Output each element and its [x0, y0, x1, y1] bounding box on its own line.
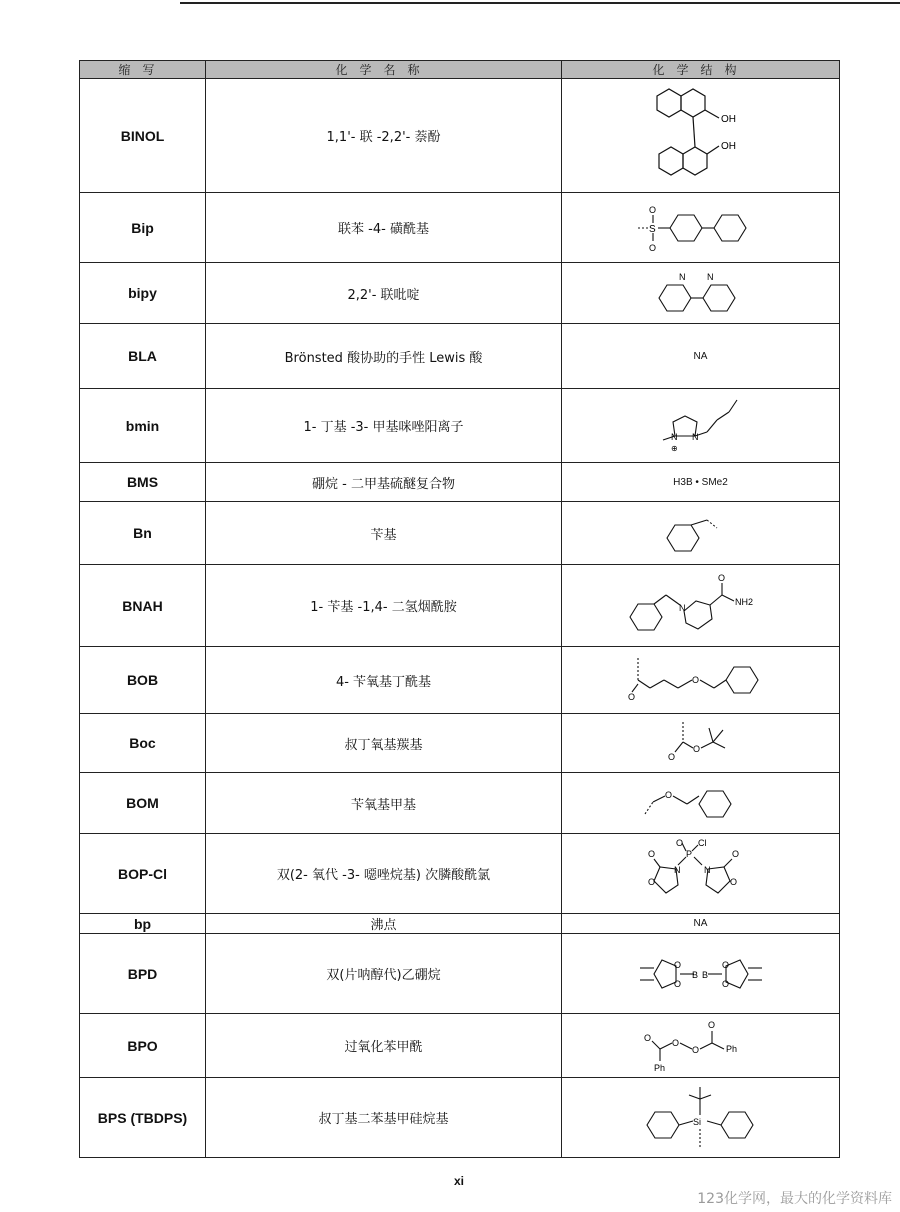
oh-label: OH	[720, 113, 736, 125]
abbreviation: BMS	[80, 463, 206, 502]
page-number: xi	[453, 1174, 464, 1188]
o-label: O	[707, 1019, 715, 1030]
n-label: N	[691, 431, 698, 442]
bopcl-structure	[646, 837, 756, 911]
o-label: O	[691, 675, 699, 685]
abbreviation: bipy	[80, 263, 206, 324]
o-label: O	[671, 1037, 679, 1048]
bnah-structure	[626, 571, 776, 641]
si-label: Si	[692, 1116, 701, 1127]
structure-bms: H3B • SMe2	[562, 463, 840, 502]
o-label: O	[647, 848, 655, 859]
chemical-name: 叔丁基二苯基甲硅烷基	[206, 1078, 562, 1158]
boc-structure	[651, 718, 751, 768]
nh2-label: NH2	[734, 596, 753, 607]
chemical-name: 2,2'- 联吡啶	[206, 263, 562, 324]
abbreviation: BINOL	[80, 79, 206, 193]
header-chemical-structure: 化学结构	[562, 61, 840, 79]
bipyridine-structure	[651, 268, 751, 318]
o-label: O	[673, 959, 681, 970]
b-label: B	[701, 969, 708, 980]
chemical-name: 1- 丁基 -3- 甲基咪唑阳离子	[206, 389, 562, 463]
benzyl-structure	[661, 508, 741, 558]
table-row	[80, 502, 840, 565]
b-label: B	[691, 969, 698, 980]
o-label: O	[675, 837, 683, 848]
o-label: O	[647, 876, 655, 887]
bpo-structure	[636, 1017, 766, 1075]
chemical-name: 苄基	[206, 502, 562, 565]
bpd-structure	[636, 944, 766, 1004]
abbreviation: BOB	[80, 647, 206, 714]
table-row	[80, 773, 840, 834]
abbreviation-table	[79, 60, 840, 1158]
header-chemical-name: 化学名称	[206, 61, 562, 79]
p-label: P	[685, 848, 692, 859]
abbreviation: bp	[80, 914, 206, 934]
o-label: O	[673, 978, 681, 989]
table-row	[80, 263, 840, 324]
table-row	[80, 714, 840, 773]
ph-label: Ph	[653, 1062, 665, 1073]
biphenylsulfonyl-structure	[636, 201, 766, 255]
chemical-name: 4- 苄氧基丁酰基	[206, 647, 562, 714]
o-label: O	[717, 572, 725, 583]
o-label: O	[721, 978, 729, 989]
table-row	[80, 324, 840, 389]
o-label: O	[721, 959, 729, 970]
chemical-name: 联苯 -4- 磺酰基	[206, 193, 562, 263]
tbdps-structure	[641, 1081, 761, 1155]
chemical-name: 硼烷 - 二甲基硫醚复合物	[206, 463, 562, 502]
n-label: N	[678, 602, 685, 613]
abbreviation: Bn	[80, 502, 206, 565]
table-row	[80, 1078, 840, 1158]
chemical-name: 过氧化苯甲酰	[206, 1014, 562, 1078]
table-row	[80, 79, 840, 193]
abbreviation: BPS (TBDPS)	[80, 1078, 206, 1158]
abbreviation: BLA	[80, 324, 206, 389]
chemical-name: Brönsted 酸协助的手性 Lewis 酸	[206, 324, 562, 389]
abbreviation: BPD	[80, 934, 206, 1014]
structure-na: NA	[562, 324, 840, 389]
o-label: O	[648, 204, 656, 215]
o-label: O	[692, 744, 700, 754]
abbreviation: BOM	[80, 773, 206, 834]
abbreviation: BPO	[80, 1014, 206, 1078]
table-row	[80, 565, 840, 647]
imidazolium-structure	[651, 396, 751, 456]
o-label: O	[664, 790, 672, 800]
table-row	[80, 934, 840, 1014]
n-label: N	[670, 431, 677, 442]
table-row	[80, 1014, 840, 1078]
watermark: 123化学网，最大的化学资料库	[697, 1191, 892, 1207]
o-label: O	[729, 876, 737, 887]
chemical-name: 双(2- 氧代 -3- 噁唑烷基) 次膦酸酰氯	[206, 834, 562, 914]
header-abbreviation: 缩写	[80, 61, 206, 79]
abbreviation: Bip	[80, 193, 206, 263]
o-label: O	[667, 752, 675, 762]
cl-label: Cl	[697, 837, 706, 848]
table-row	[80, 834, 840, 914]
chemical-name: 沸点	[206, 914, 562, 934]
bom-structure	[641, 780, 761, 826]
table-row	[80, 193, 840, 263]
abbreviation: bmin	[80, 389, 206, 463]
ph-label: Ph	[725, 1043, 737, 1054]
n-label: N	[673, 864, 680, 875]
chemical-name: 双(片呐醇代)乙硼烷	[206, 934, 562, 1014]
plus-label: ⊕	[670, 443, 678, 453]
o-label: O	[648, 242, 656, 253]
n-label: N	[706, 272, 713, 282]
o-label: O	[691, 1044, 699, 1055]
binol-structure	[641, 84, 761, 188]
structure-na: NA	[562, 914, 840, 934]
n-label: N	[678, 272, 685, 282]
o-label: O	[643, 1032, 651, 1043]
abbreviation: Boc	[80, 714, 206, 773]
table-header-row	[80, 61, 840, 79]
table-row	[80, 914, 840, 934]
o-label: O	[731, 848, 739, 859]
chemical-name: 1- 苄基 -1,4- 二氢烟酰胺	[206, 565, 562, 647]
top-rule	[180, 2, 900, 4]
chemical-name: 1,1'- 联 -2,2'- 萘酚	[206, 79, 562, 193]
chemical-name: 叔丁氧基羰基	[206, 714, 562, 773]
chemical-name: 苄氧基甲基	[206, 773, 562, 834]
abbreviation: BNAH	[80, 565, 206, 647]
n-label: N	[703, 864, 710, 875]
s-label: S	[648, 223, 656, 235]
bob-structure	[626, 652, 776, 708]
table-row	[80, 647, 840, 714]
table-row	[80, 463, 840, 502]
abbreviation: BOP-Cl	[80, 834, 206, 914]
o-label: O	[627, 692, 635, 702]
table-row	[80, 389, 840, 463]
oh-label: OH	[720, 140, 736, 152]
